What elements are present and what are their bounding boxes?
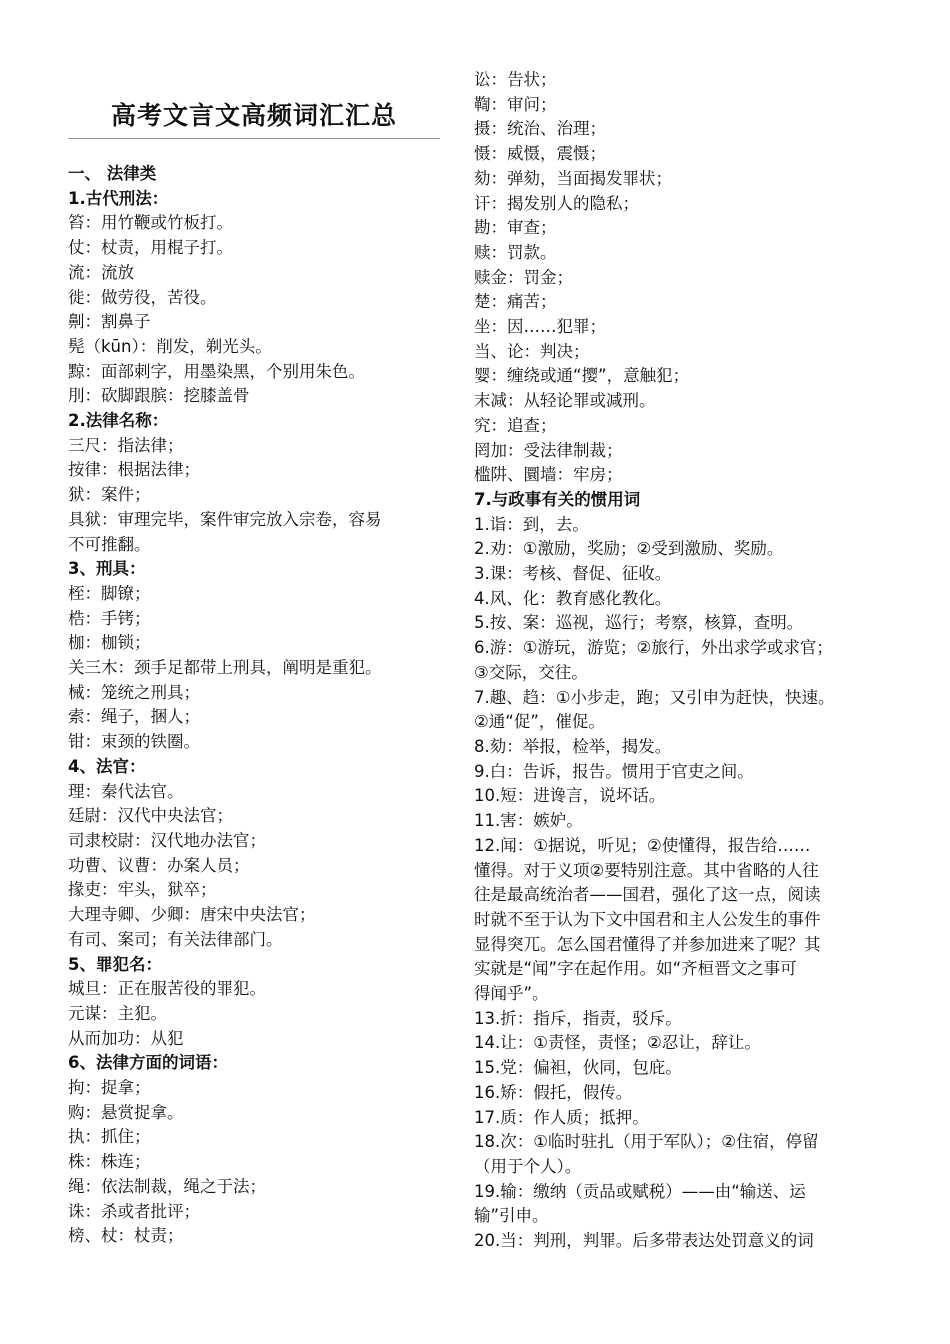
text-line: 株：株连； [68,1152,151,1172]
text-line: 15.党：偏袒，伙同，包庇。 [474,1058,682,1078]
text-line: 鞫：审问； [474,94,557,114]
text-line: 榜、杖：杖责； [68,1226,184,1246]
text-line: 劓：割鼻子 [68,312,151,332]
text-line: 关三木：颈手足都带上刑具，阐明是重犯。 [68,658,382,678]
text-line: 讦：揭发别人的隐私； [474,193,639,213]
text-line: 11.害：嫉妒。 [474,811,583,831]
text-line: 楚：痛苦； [474,292,557,312]
text-line: 19.输：缴纳（贡品或赋税）——由“输送、运 [474,1181,806,1201]
text-line: 13.折：指斥，指责，驳斥。 [474,1008,682,1028]
document-title: 高考文言文高频词汇汇总 [110,101,397,130]
text-line: 械：笼统之刑具； [68,682,200,702]
text-line: 末减：从轻论罪或减刑。 [474,391,656,411]
text-line: 功曹、议曹：办案人员； [68,855,250,875]
section-heading: 2.法律名称： [68,411,169,431]
text-line: 具狱：审理完毕，案件审完放入宗卷，容易 [68,509,382,529]
text-line: 坐：因……犯罪； [474,317,606,337]
text-line: 购：悬赏捉拿。 [68,1102,184,1122]
text-line: 17.质：作人质；抵押。 [474,1107,649,1127]
text-line: 10.短：进谗言，说坏话。 [474,786,666,806]
text-line: 讼：告状； [474,70,557,89]
text-line: 16.矫：假托，假传。 [474,1082,633,1102]
text-line: 理：秦代法官。 [68,781,184,801]
text-line: 20.当：判刑，判罪。后多带表达处罚意义的词 [474,1231,814,1251]
section-heading: 一、 法律类 [68,164,157,183]
text-line: 大理寺卿、少卿：唐宋中央法官； [68,905,316,925]
text-line: 得闻乎”。 [474,984,549,1004]
right-column [474,68,896,1254]
text-line: 按律：根据法律； [68,460,200,480]
text-line: 当、论：判决； [474,341,590,361]
text-line: 黥：面部刺字，用墨染黑，个别用朱色。 [68,361,365,381]
text-line: 1.诣：到，去。 [474,514,589,534]
text-line: 拘：捉拿； [68,1078,151,1098]
text-line: 劾：弹劾，当面揭发罪状； [474,168,672,188]
text-line: 14.让：①责怪，责怪；②忍让，辞让。 [474,1033,761,1053]
text-line: 索：绳子，捆人； [68,707,200,727]
text-line: 12.闻：①据说，听见；②使懂得，报告给…… [474,835,811,855]
text-line: 执：抓住； [68,1127,151,1147]
text-line: 摄：统治、治理； [474,119,606,139]
text-line: 懂得。对于义项②要特别注意。其中省略的人往 [474,860,819,880]
text-line: 诛：杀或者批评； [68,1201,200,1221]
text-line: 仗：杖责，用棍子打。 [68,238,233,258]
section-heading: 4、法官： [68,756,146,776]
text-line: 钳：束颈的铁圈。 [68,732,200,752]
text-line: 4.风、化：教育感化教化。 [474,588,672,608]
text-line: 槛阱、圜墙：牢房； [474,465,623,485]
text-line: 三尺：指法律； [68,435,184,455]
text-line: 往是最高统治者——国君，强化了这一点，阅读 [474,885,821,905]
text-line: 不可推翻。 [68,534,151,554]
text-line: 司隶校尉：汉代地办法官； [68,830,266,850]
text-line: 7.趣、趋：①小步走，跑；又引申为赶快，快速。 [474,687,835,707]
text-line: 笞：用竹鞭或竹板打。 [68,213,233,233]
text-line: 2.劝：①激励，奖励；②受到激励、奖励。 [474,539,784,559]
section-heading: 7.与政事有关的惯用词 [474,489,641,509]
left-column [68,162,443,1249]
text-line: 8.劾：举报，检举，揭发。 [474,736,672,756]
text-line: 髡（kūn）：削发，剃光头。 [68,336,272,356]
text-line: 赎金：罚金； [474,267,573,287]
section-heading: 3、刑具： [68,559,146,579]
text-line: 6.游：①游玩，游览；②旅行，外出求学或求官； [474,638,833,658]
text-line: ③交际，交往。 [474,662,588,682]
text-line: 城旦：正在服苦役的罪犯。 [68,979,266,999]
text-line: 9.白：告诉，报告。惯用于官吏之间。 [474,761,754,781]
text-line: 究：追查； [474,415,557,435]
text-line: ②通“促”，催促。 [474,712,605,732]
text-line: 时就不至于认为下文中国君和主人公发生的事件 [474,909,821,929]
text-line: 梏：手铐； [68,608,151,628]
text-line: 勘：审查； [474,218,557,238]
text-line: 有司、案司；有关法律部门。 [68,929,283,949]
text-line: 输”引申。 [474,1206,549,1226]
text-line: 元谋：主犯。 [68,1003,167,1023]
text-line: 狱：案件； [68,485,151,505]
text-line: 徙：做劳役，苦役。 [68,287,217,307]
text-line: 赎：罚款。 [474,242,557,262]
text-line: 实就是“闻”字在起作用。如“齐桓晋文之事可 [474,959,797,979]
section-heading: 5、罪犯名： [68,954,162,974]
text-line: 廷尉：汉代中央法官； [68,806,233,826]
text-line: 从而加功：从犯 [68,1028,184,1048]
text-line: 枷：枷锁； [68,633,151,653]
text-line: 慑：威慑，震慑； [474,144,606,164]
text-line: 显得突兀。怎么国君懂得了并参加进来了呢？其 [474,934,821,954]
section-heading: 6、法律方面的词语： [68,1053,228,1073]
text-line: 5.按、案：巡视，巡行；考察，核算，查明。 [474,613,804,633]
text-line: 掾吏：牢头，狱卒； [68,880,217,900]
text-line: 3.课：考核、督促、征收。 [474,564,672,584]
title-divider [68,138,440,139]
text-line: 桎：脚镣； [68,583,151,603]
text-line: 绳：依法制裁，绳之于法； [68,1176,266,1196]
text-line: 罔加：受法律制裁； [474,440,623,460]
section-heading: 1.古代刑法： [68,188,169,208]
text-line: 刖：砍脚跟膑：挖膝盖骨 [68,386,250,406]
text-line: 婴：缠绕或通“撄”，意触犯； [474,366,690,386]
text-line: 流：流放 [68,262,134,282]
text-line: 18.次：①临时驻扎（用于军队）；②住宿，停留 [474,1132,819,1152]
text-line: （用于个人）。 [474,1156,582,1176]
